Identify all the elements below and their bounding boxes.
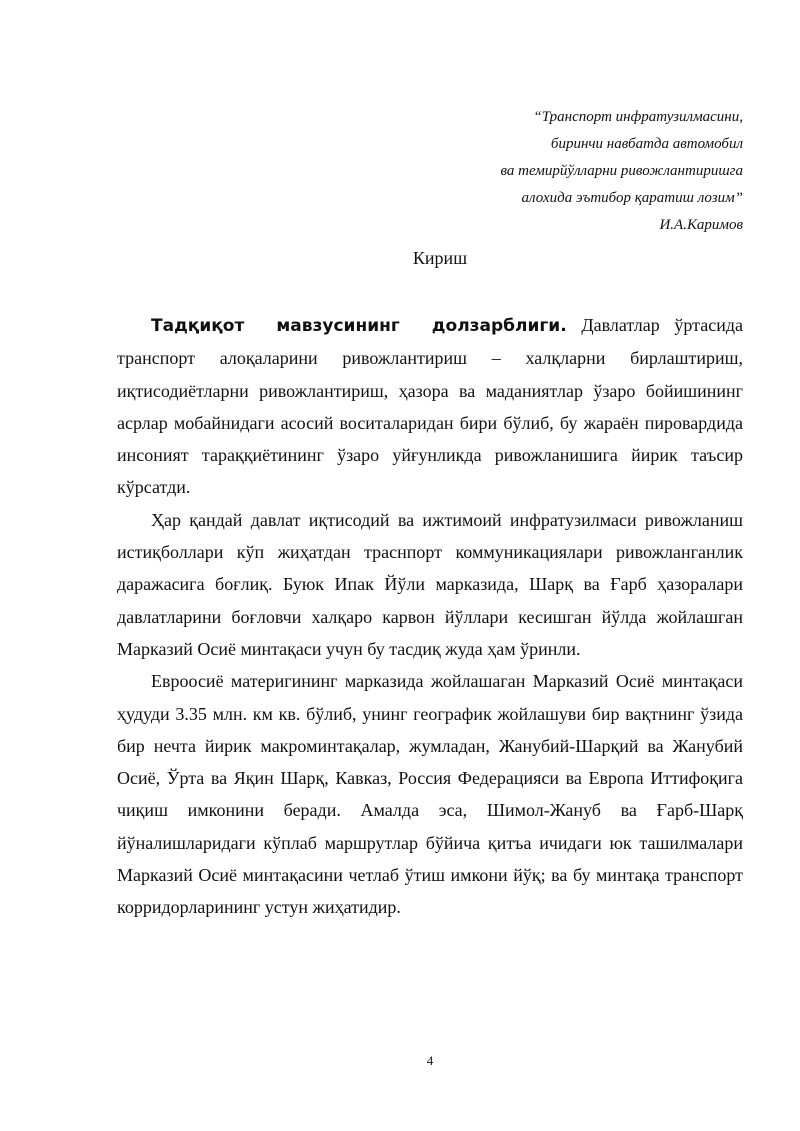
paragraph: Евроосиё материгининг марказида жойлашаган Марказий Осиё минтақаси ҳудуди 3.35 млн. км кв. бўлиб, унинг географик жойлашуви бир вақтнинг ўзида бир нечта йирик макроминтақалар, жумладан, Жанубий-Шарқий ва Жанубий Осиё, Ўрта ва Яқин Шарқ, Кавказ, Россия Федерацияси ва Европа Иттифоқига чиқиш имконини беради. Амалда эса, Шимол-Жануб ва Ғарб-Шарқ йўналишларидаги кўплаб маршрутлар бўйича қитъа ичидаги юк ташилмалари Марказий Осиё минтақасини четлаб ўтиш имкони йўқ; ва бу минтақа транспорт корридорларининг устун жиҳатидир. [117, 671, 743, 918]
epigraph [500, 104, 743, 239]
epigraph-line: биринчи навбатда автомобил [550, 136, 743, 152]
paragraph-text: Давлатлар ўртасида транспорт алоқаларини ривожлантириш – халқларни бирлаштириш, иқтисодиётларни ривожлантириш, ҳазора ва маданиятлар ўзаро бойишининг асрлар мобайнидаги асосий воситаларидан бири бўлиб, бу жараён пировардида инсоният тараққиётининг ўзаро уйғунликда ривожланишига йирик таъсир кўрсатди. [117, 315, 743, 498]
paragraph [117, 309, 743, 504]
section-heading: Кириш [412, 248, 468, 268]
paragraph: Ҳар қандай давлат иқтисодий ва ижтимоий инфратузилмаси ривожланиш истиқболлари кўп жиҳатдан траснпорт коммуникациялари ривожланганлик даражасига боғлиқ. Буюк Ипак Йўли марказида, Шарқ ва Ғарб ҳазоралари давлатларини боғловчи халқаро карвон йўллари кесишган йўлда жойлашган Марказий Осиё минтақаси учун бу тасдиқ жуда ҳам ўринли. [117, 509, 743, 659]
epigraph-line: ва темирйўлларни ривожлантиришга [500, 163, 743, 179]
epigraph-author: И.А.Каримов [659, 217, 743, 233]
epigraph-line: “Транспорт инфратузилмасини, [533, 109, 743, 125]
paragraph-lead: Тадқиқот мавзусининг долзарблиги. [151, 316, 567, 336]
body-text [117, 309, 743, 924]
epigraph-line: алохида эътибор қаратиш лозим” [521, 190, 743, 206]
page-number: 4 [426, 1053, 434, 1068]
